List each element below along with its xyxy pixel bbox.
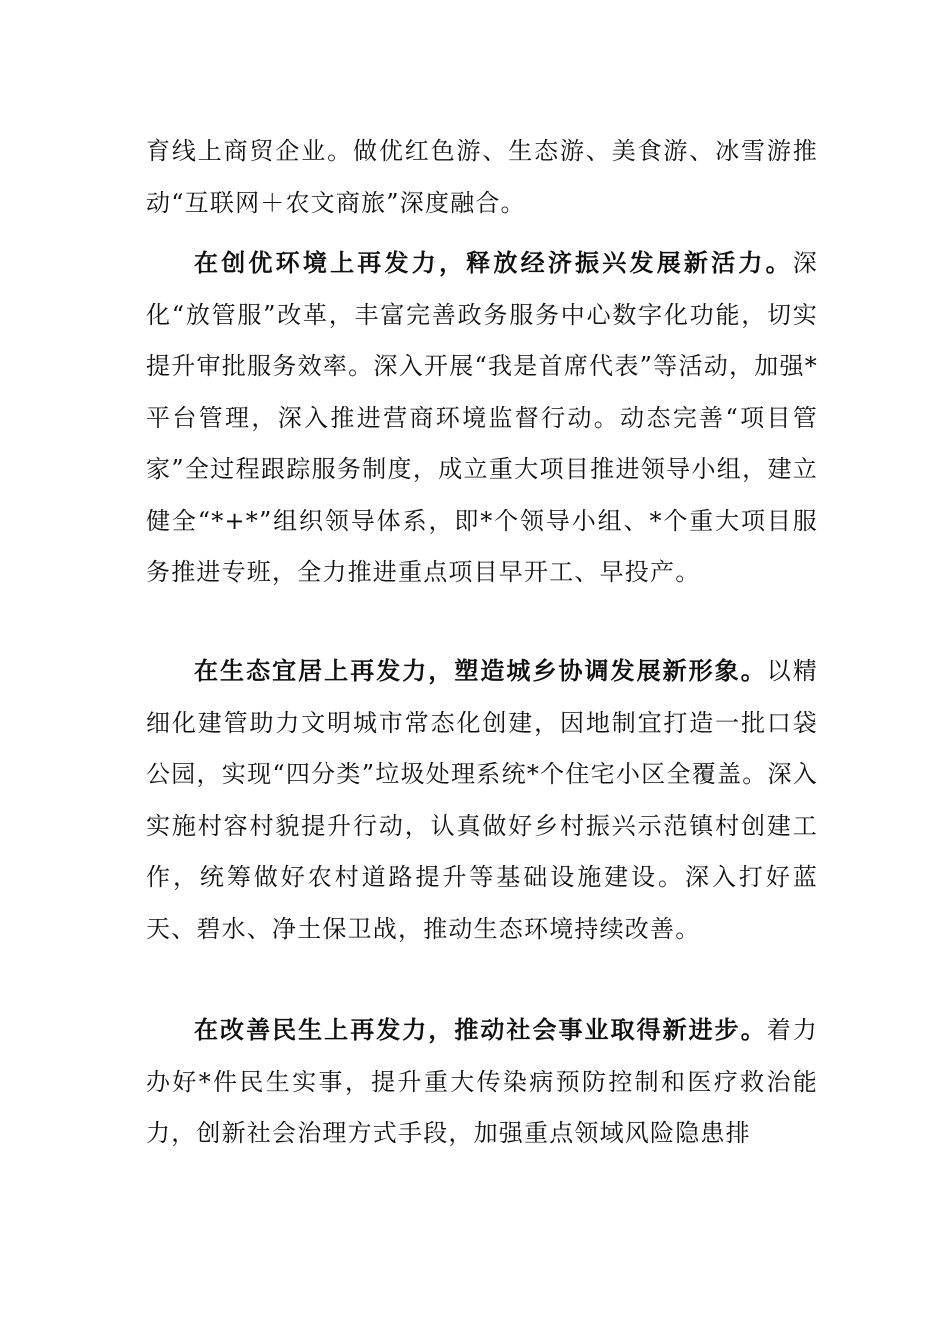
paragraph-lead-heading: 在生态宜居上再发力，塑造城乡协调发展新形象。 [194, 656, 767, 685]
paragraph-livelihood [146, 1004, 818, 1160]
paragraph-body: 育线上商贸企业。做优红色游、生态游、美食游、冰雪游推动“互联网＋农文商旅”深度融合。 [146, 137, 818, 217]
paragraph-text [146, 1004, 818, 1160]
paragraph-body: 深化“放管服”改革，丰富完善政务服务中心数字化功能，切实提升审批服务效率。深入开展“我是首席代表”等活动，加强*平台管理，深入推进营商环境监督行动。动态完善“项目管家”全过程跟踪服务制度，成立重大项目推进领导小组，建立健全“*+*”组织领导体系，即*个领导小组、*个重大项目服务推进专班，全力推进重点项目早开工、早投产。 [146, 249, 818, 586]
paragraph-lead-heading: 在创优环境上再发力，释放经济振兴发展新活力。 [194, 248, 793, 277]
paragraph-text [146, 645, 818, 955]
paragraph-ecology [146, 645, 818, 955]
paragraph-body: 着力办好*件民生实事，提升重大传染病预防控制和医疗救治能力，创新社会治理方式手段，加强重点领域风险隐患排 [146, 1016, 818, 1147]
paragraph-body: 以精细化建管助力文明城市常态化创建，因地制宜打造一批口袋公园，实现“四分类”垃圾处理系统*个住宅小区全覆盖。深入实施村容村貌提升行动，认真做好乡村振兴示范镇村创建工作，统筹做好农村道路提升等基础设施建设。深入打好蓝天、碧水、净土保卫战，推动生态环境持续改善。 [146, 657, 818, 943]
paragraph-continuation [146, 126, 818, 229]
paragraph-environment [146, 237, 818, 599]
paragraph-lead-heading: 在改善民生上再发力，推动社会事业取得新进步。 [194, 1015, 767, 1044]
paragraph-text [146, 126, 818, 229]
paragraph-text [146, 237, 818, 599]
